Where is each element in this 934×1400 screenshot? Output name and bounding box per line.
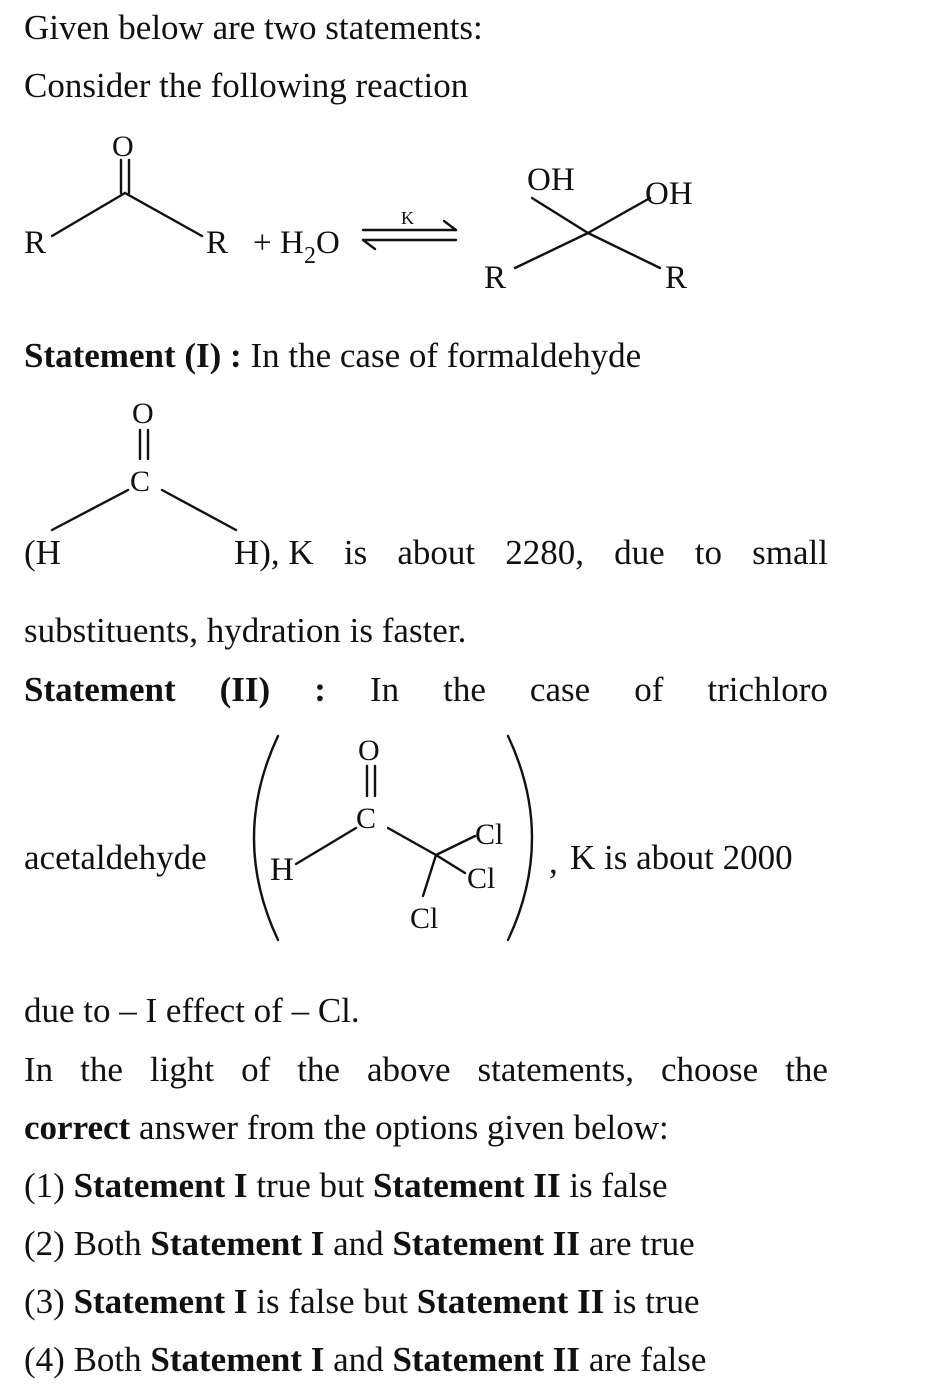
option-bold: Statement I xyxy=(150,1340,325,1379)
statement-2-word: trichloro xyxy=(707,670,828,709)
question-word: above xyxy=(366,1050,451,1089)
intro-line-2: Consider the following reaction xyxy=(24,66,469,105)
option-text: is false xyxy=(560,1166,668,1205)
option-number: (2) xyxy=(24,1224,74,1263)
statement-1-text: In the case of formaldehyde xyxy=(250,336,642,375)
chloral-ch-bond xyxy=(296,828,356,864)
option-1[interactable] xyxy=(24,1166,668,1206)
right-bracket xyxy=(508,736,532,940)
trail-word: to xyxy=(694,533,722,572)
chlorine-2: Cl xyxy=(467,862,496,895)
statement-2-label-word: Statement xyxy=(24,670,176,709)
statement-2-label-numeral: (II) xyxy=(219,670,271,709)
bond-c-oh-right xyxy=(588,198,650,233)
statement-2-word: of xyxy=(634,670,664,709)
intro-line-1: Given below are two statements: xyxy=(24,8,483,47)
equilibrium-reverse-head xyxy=(363,240,375,249)
option-number: (3) xyxy=(24,1282,74,1321)
chlorine-3: Cl xyxy=(410,902,439,935)
ccl-bond-2 xyxy=(436,855,465,873)
option-number: (4) xyxy=(24,1340,74,1379)
option-bold: Statement I xyxy=(150,1224,325,1263)
water-subscript: 2 xyxy=(304,243,316,269)
option-3[interactable] xyxy=(24,1282,700,1322)
hydrate-r-left: R xyxy=(484,260,507,296)
trail-word: H), K xyxy=(234,533,314,572)
statement-2-word: In xyxy=(369,670,400,709)
chlorine-1: Cl xyxy=(475,818,504,851)
question-word: the xyxy=(785,1050,828,1089)
question-line-1 xyxy=(24,1050,828,1090)
hydrate-oh-right: OH xyxy=(645,176,693,212)
statement-2-comma: , xyxy=(549,842,558,881)
option-text: and xyxy=(324,1224,393,1263)
hydrate-oh-left: OH xyxy=(527,162,575,198)
statement-2-suffix: K is about 2000 xyxy=(570,838,793,877)
option-text: Both xyxy=(73,1340,151,1379)
option-text: are false xyxy=(580,1340,707,1379)
statement-2-line-3: due to – I effect of – Cl. xyxy=(24,991,360,1030)
formaldehyde-structure xyxy=(30,395,330,545)
formaldehyde-ch-right xyxy=(162,490,236,530)
bond-c-r-bottom-right xyxy=(588,233,660,268)
equilibrium-forward-head xyxy=(444,221,456,230)
statement-1-line xyxy=(24,336,641,376)
chloral-cc-bond xyxy=(388,828,436,855)
trail-word: small xyxy=(752,533,828,572)
question-bold-word: correct xyxy=(24,1108,131,1147)
trail-word: is xyxy=(343,533,368,572)
ketone-r-left: R xyxy=(24,225,47,261)
option-bold: Statement II xyxy=(392,1224,581,1263)
option-text: true but xyxy=(247,1166,373,1205)
question-word: In xyxy=(24,1050,54,1089)
option-text: is false but xyxy=(247,1282,417,1321)
question-word: of xyxy=(241,1050,271,1089)
option-text: is true xyxy=(604,1282,700,1321)
question-word: the xyxy=(297,1050,340,1089)
chloral-hydrogen: H xyxy=(270,852,294,888)
plus-sign: + xyxy=(253,225,272,261)
ccl-bond-3 xyxy=(423,855,436,896)
water-o: O xyxy=(316,225,340,261)
option-number: (1) xyxy=(24,1166,74,1205)
equilibrium-k: K xyxy=(401,208,414,228)
trail-word: 2280, xyxy=(505,533,584,572)
formaldehyde-h-left: (H xyxy=(24,533,61,572)
bond-c-r-bottom-left xyxy=(515,233,588,268)
statement-2-line xyxy=(24,670,828,710)
option-bold: Statement I xyxy=(73,1166,248,1205)
question-word: the xyxy=(80,1050,123,1089)
ccl-bond-1 xyxy=(436,836,475,855)
formaldehyde-carbon: C xyxy=(130,465,151,498)
option-bold: Statement II xyxy=(372,1166,561,1205)
question-line-2-rest: answer from the options given below: xyxy=(130,1108,669,1147)
option-text: Both xyxy=(73,1224,151,1263)
left-bracket xyxy=(254,736,278,940)
question-word: choose xyxy=(661,1050,759,1089)
option-bold: Statement I xyxy=(73,1282,248,1321)
bond-c-oh-left xyxy=(532,198,588,233)
question-line-2 xyxy=(24,1108,669,1148)
statement-2-word: case xyxy=(529,670,591,709)
hydrate-r-right: R xyxy=(665,260,688,296)
option-2[interactable] xyxy=(24,1224,695,1264)
bond-r-c xyxy=(52,193,125,236)
chloral-carbon: C xyxy=(356,802,377,835)
water-h: H xyxy=(280,225,304,261)
option-bold: Statement II xyxy=(416,1282,605,1321)
statement-2-prefix: acetaldehyde xyxy=(24,838,207,877)
ketone-oxygen: O xyxy=(112,130,134,163)
question-word: light xyxy=(149,1050,215,1089)
statement-1-line-2: substituents, hydration is faster. xyxy=(24,611,467,650)
option-bold: Statement II xyxy=(392,1340,581,1379)
statement-2-label-colon: : xyxy=(314,670,326,709)
formaldehyde-ch-left xyxy=(52,490,128,530)
chloral-oxygen: O xyxy=(358,734,380,767)
option-text: and xyxy=(324,1340,393,1379)
statement-2-word: the xyxy=(443,670,486,709)
trail-word: due xyxy=(614,533,665,572)
statement-1-trail xyxy=(234,533,828,573)
question-word: statements, xyxy=(477,1050,635,1089)
option-4[interactable] xyxy=(24,1340,706,1380)
trichloroacetaldehyde-structure xyxy=(230,728,550,948)
formaldehyde-oxygen: O xyxy=(132,397,154,430)
ketone-r-right: R xyxy=(206,225,229,261)
option-text: are true xyxy=(580,1224,695,1263)
reaction-scheme xyxy=(0,120,934,310)
trail-word: about xyxy=(397,533,476,572)
bond-c-r xyxy=(125,193,202,236)
statement-1-label: Statement (I) : xyxy=(24,336,242,375)
